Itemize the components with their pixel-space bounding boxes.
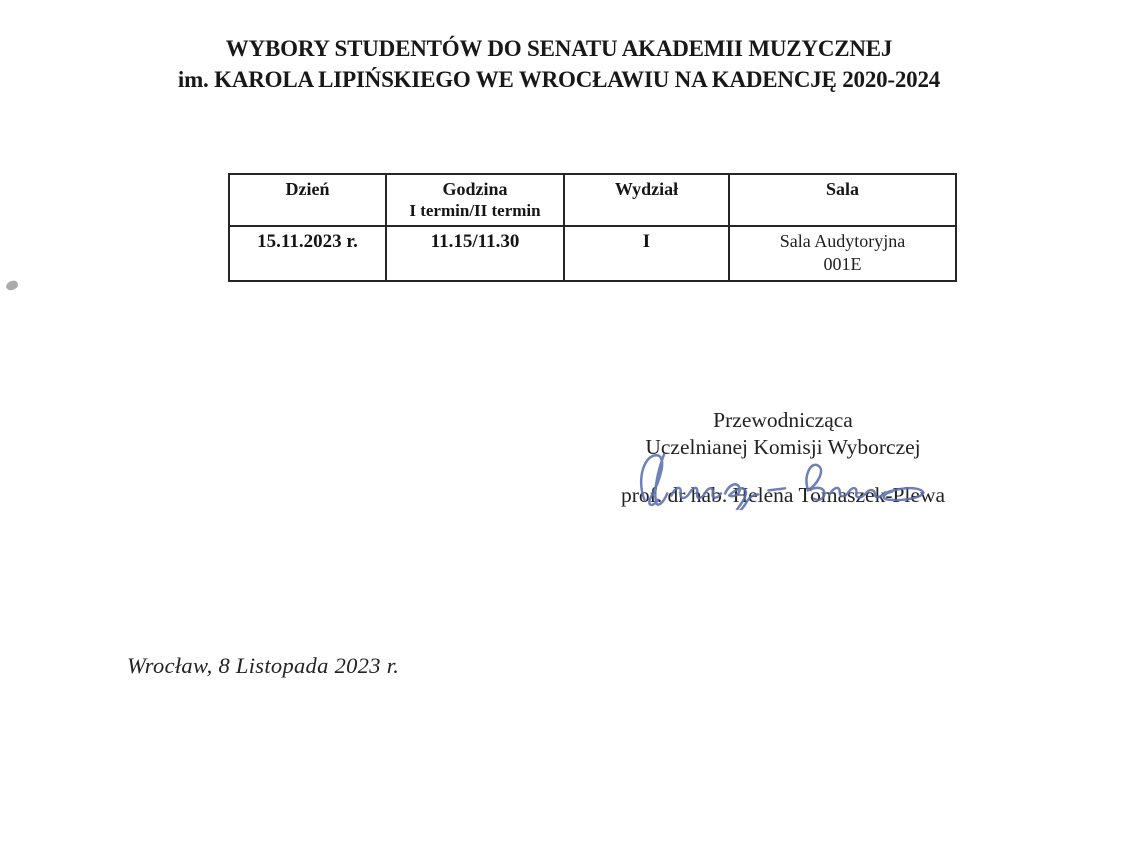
header-cell-godzina (386, 174, 564, 226)
cell-value: 11.15/11.30 (430, 231, 520, 252)
cell-value-line1: Sala Audytoryjna (779, 231, 906, 251)
table-header-row (229, 174, 956, 226)
cell-sala (729, 226, 956, 281)
header-label: Wydział (614, 179, 679, 199)
header-sublabel: I termin/II termin (409, 201, 541, 220)
cell-dzien (229, 226, 386, 281)
cell-value: 15.11.2023 r. (257, 231, 358, 252)
header-label: Godzina (442, 179, 508, 199)
document-title (0, 33, 1118, 95)
cell-value-line2: 001E (823, 254, 862, 274)
scan-smudge-artifact (5, 280, 19, 291)
header-cell-sala (729, 174, 956, 226)
header-label: Sala (825, 179, 859, 199)
cell-wydzial (564, 226, 729, 281)
table-row (229, 226, 956, 281)
place-and-date: Wrocław, 8 Listopada 2023 r. (127, 653, 400, 678)
signature-role-line1: Przewodnicząca (713, 408, 853, 432)
header-cell-dzien (229, 174, 386, 226)
document-title-line1: WYBORY STUDENTÓW DO SENATU AKADEMII MUZYCZNEJ (225, 36, 893, 61)
signature-name: prof. dr hab. Helena Tomaszek-Plewa (620, 483, 946, 507)
header-cell-wydzial (564, 174, 729, 226)
header-label: Dzień (285, 179, 330, 199)
signature-role-line2: Uczelnianej Komisji Wyborczej (645, 435, 921, 459)
document-title-line2: im. KAROLA LIPIŃSKIEGO WE WROCŁAWIU NA KADENCJĘ 2020-2024 (177, 67, 941, 92)
cell-godzina (386, 226, 564, 281)
signature-block (568, 407, 998, 509)
election-schedule-table (228, 173, 957, 282)
cell-value: I (642, 231, 651, 252)
